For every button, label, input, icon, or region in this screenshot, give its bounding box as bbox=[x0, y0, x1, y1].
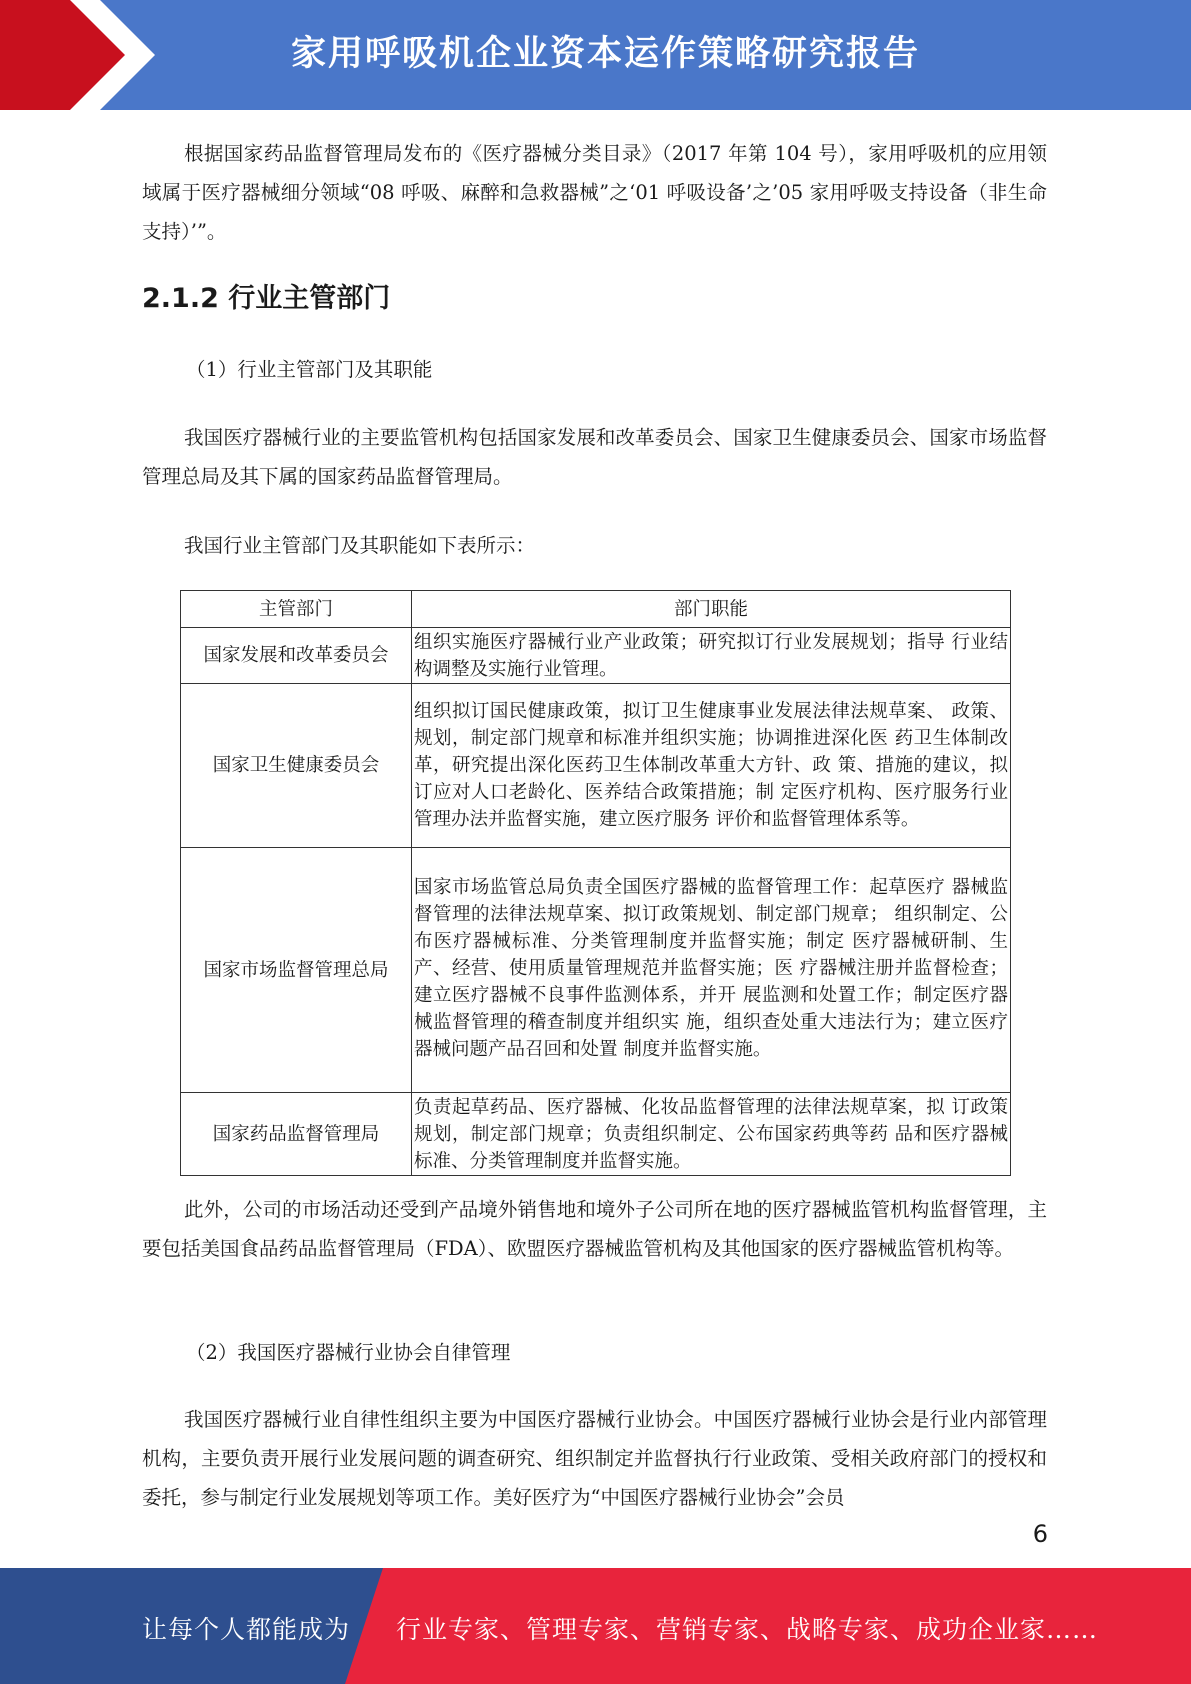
table-cell-dept: 国家药品监督管理局 bbox=[181, 1093, 412, 1176]
page-number: 6 bbox=[1032, 1520, 1048, 1548]
table-row bbox=[181, 628, 1011, 684]
table-cell-func: 组织实施医疗器械行业产业政策；研究拟订行业发展规划；指导 行业结构调整及实施行业管理。 bbox=[412, 628, 1011, 684]
table-cell-func: 国家市场监管总局负责全国医疗器械的监督管理工作：起草医疗 器械监督管理的法律法规草案、拟订政策规划、制定部门规章； 组织制定、公布医疗器械标准、分类管理制度并监督实施；制定 医疗器械研制、生产、经营、使用质量管理规范并监督实施；医 疗器械注册并监督检查；建立医疗器械不良事件监测体系，并开 展监测和处置工作；制定医疗器械监督管理的稽查制度并组织实 施，组织查处重大违法行为；建立医疗器械问题产品召回和处置 制度并监督实施。 bbox=[412, 848, 1011, 1093]
paragraph-table-intro: 我国行业主管部门及其职能如下表所示： bbox=[184, 534, 536, 557]
header-bar bbox=[0, 0, 1191, 110]
table-cell-func: 负责起草药品、医疗器械、化妆品监督管理的法律法规草案，拟 订政策规划，制定部门规章；负责组织制定、公布国家药典等药 品和医疗器械标准、分类管理制度并监督实施。 bbox=[412, 1093, 1011, 1176]
table-header-dept: 主管部门 bbox=[181, 591, 412, 628]
paragraph-industry-association: 我国医疗器械行业自律性组织主要为中国医疗器械行业协会。中国医疗器械行业协会是行业内部管理机构，主要负责开展行业发展问题的调查研究、组织制定并监督执行行业政策、受相关政府部门的授权和委托，参与制定行业发展规划等项工作。美好医疗为“中国医疗器械行业协会”会员 bbox=[142, 1408, 1047, 1509]
paragraph-regulators: 我国医疗器械行业的主要监管机构包括国家发展和改革委员会、国家卫生健康委员会、国家市场监督管理总局及其下属的国家药品监督管理局。 bbox=[142, 426, 1047, 488]
paragraph-overseas-regulators: 此外，公司的市场活动还受到产品境外销售地和境外子公司所在地的医疗器械监管机构监督管理，主要包括美国食品药品监督管理局（FDA）、欧盟医疗器械监管机构及其他国家的医疗器械监管机构等。 bbox=[142, 1198, 1047, 1260]
table-cell-dept: 国家发展和改革委员会 bbox=[181, 628, 412, 684]
intro-paragraph: 根据国家药品监督管理局发布的《医疗器械分类目录》（2017 年第 104 号），家用呼吸机的应用领域属于医疗器械细分领域“08 呼吸、麻醉和急救器械”之‘01 呼吸设备’之’05 家用呼吸支持设备（非生命支持）’”。 bbox=[142, 142, 1047, 243]
table-cell-dept: 国家市场监督管理总局 bbox=[181, 848, 412, 1093]
document-title: 家用呼吸机企业资本运作策略研究报告 bbox=[290, 34, 920, 74]
table-row bbox=[181, 684, 1011, 848]
subheading-1: （1）行业主管部门及其职能 bbox=[186, 358, 433, 381]
table-header-func: 部门职能 bbox=[412, 591, 1011, 628]
table-row bbox=[181, 1093, 1011, 1176]
subheading-2: （2）我国医疗器械行业协会自律管理 bbox=[186, 1341, 511, 1364]
table-header-row bbox=[181, 591, 1011, 628]
table-cell-dept: 国家卫生健康委员会 bbox=[181, 684, 412, 848]
footer-slogan-right: 行业专家、管理专家、营销专家、战略专家、成功企业家…… bbox=[396, 1615, 1099, 1644]
footer-banner bbox=[0, 1568, 1191, 1684]
section-title: 2.1.2 行业主管部门 bbox=[142, 283, 391, 314]
table-row bbox=[181, 848, 1011, 1093]
footer-slogan-left: 让每个人都能成为 bbox=[142, 1615, 351, 1644]
table-cell-func: 组织拟订国民健康政策，拟订卫生健康事业发展法律法规草案、 政策、规划，制定部门规章和标准并组织实施；协调推进深化医 药卫生体制改革，研究提出深化医药卫生体制改革重大方针、政 策、措施的建议，拟订应对人口老龄化、医养结合政策措施；制 定医疗机构、医疗服务行业管理办法并监督实施，建立医疗服务 评价和监督管理体系等。 bbox=[412, 684, 1011, 848]
department-duties-table bbox=[180, 590, 1011, 1176]
